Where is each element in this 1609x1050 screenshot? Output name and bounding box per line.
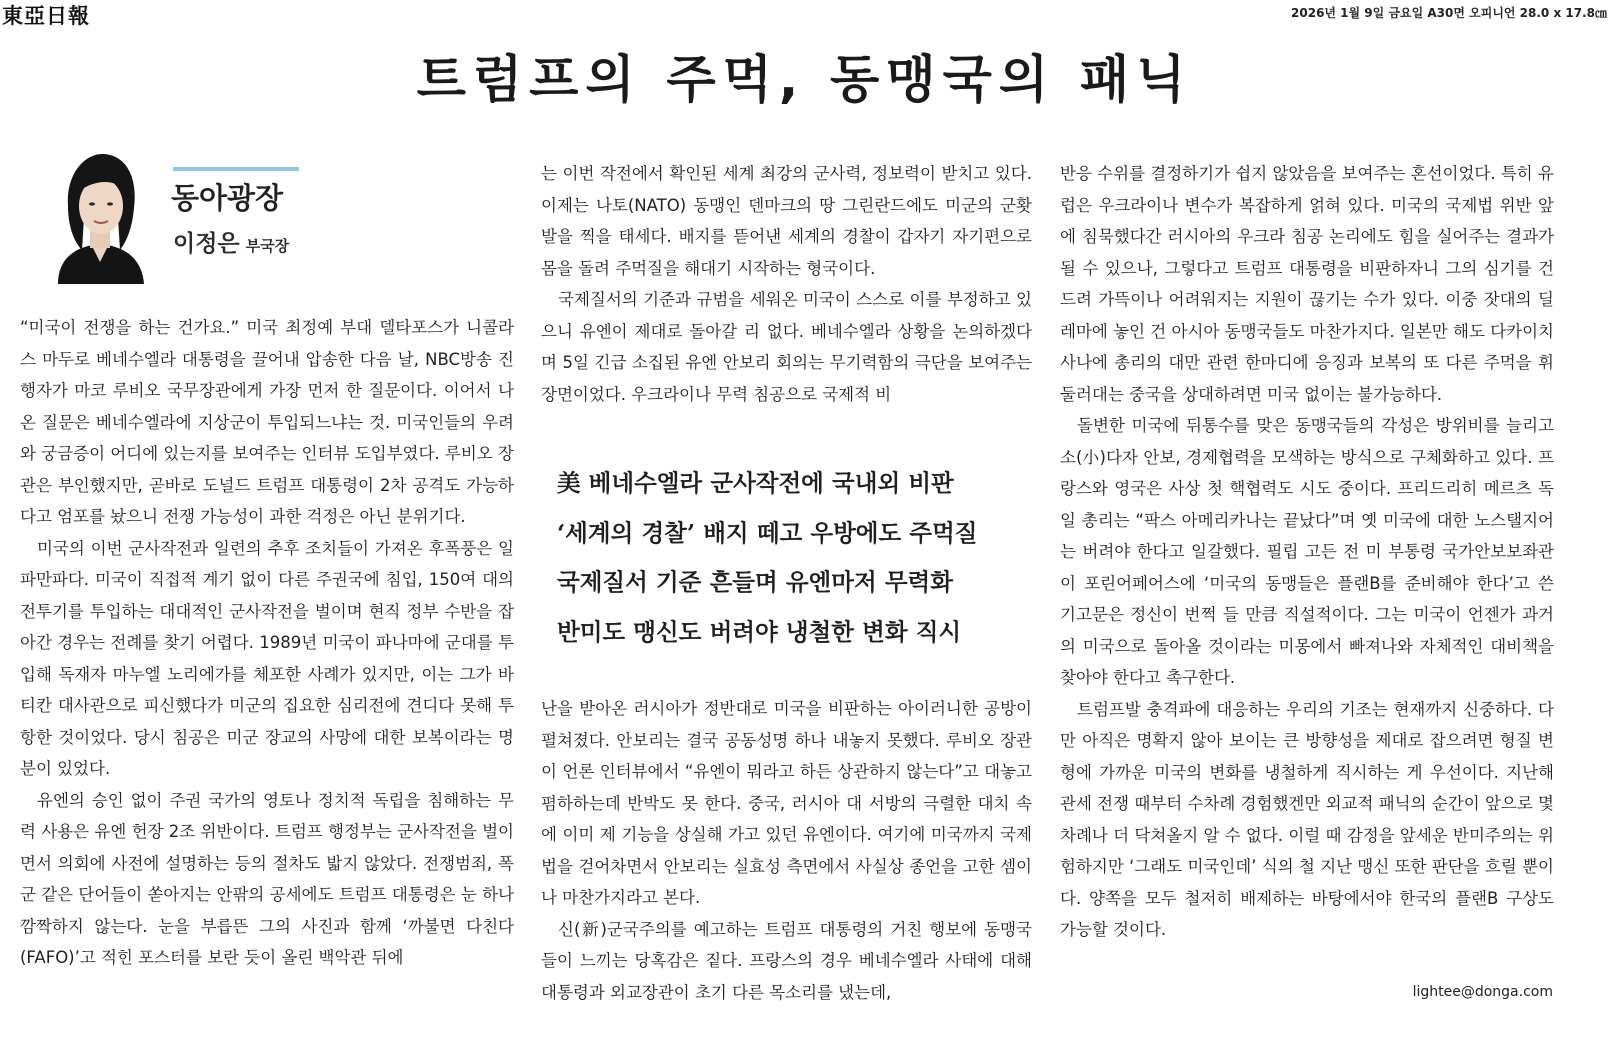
pull-quote-line: 국제질서 기준 흔들며 유엔마저 무력화: [557, 568, 953, 596]
pull-quote-line: ‘세계의 경찰’ 배지 떼고 우방에도 주먹질: [557, 518, 978, 547]
author-name: 이정은: [173, 231, 240, 257]
paragraph: 신(新)군국주의를 예고하는 트럼프 대통령의 거친 행보에 동맹국들이 느끼는 당혹감은 짙다. 프랑스의 경우 베네수엘라 사태에 대해 대통령과 외교장관이 초기 다른 목소리를 냈는데,: [541, 919, 1032, 1002]
column-title-rule: [173, 167, 299, 171]
headline: 트럼프의 주먹, 동맹국의 패닉: [416, 51, 1193, 110]
paragraph: 난을 받아온 러시아가 정반대로 미국을 비판하는 아이러니한 공방이 펼쳐졌다. 안보리는 결국 공동성명 하나 내놓지 못했다. 루비오 장관이 언론 인터뷰에서 “유엔이 뭐라고 하든 상관하지 않는다”고 대놓고 폄하하는데 반박도 못 한다. 중국, 러시아 대 서방의 극렬한 대치 속에 이미 제 기능을 상실해 가고 있던 유엔이다. 여기에 미국까지 국제법을 걷어차면서 안보리는 실효성 측면에서 사실상 종언을 고한 셈이나 마찬가지라고 본다.: [541, 699, 1032, 907]
pull-quote: [557, 459, 1037, 657]
column-name: 동아광장: [171, 181, 284, 215]
body-column-2-top: [541, 158, 1032, 410]
body-column-3: [1060, 158, 1554, 946]
paragraph: 돌변한 미국에 뒤통수를 맞은 동맹국들의 각성은 방위비를 늘리고 소(小)다자 안보, 경제협력을 모색하는 방식으로 구체화하고 있다. 프랑스와 영국은 사상 첫 핵협력도 시도 중이다. 프리드리히 메르츠 독일 총리는 “팍스 아메리카나는 끝났다”며 옛 미국에 대한 노스탤지어는 버려야 한다고 일갈했다. 필립 고든 전 미 부통령 국가안보보좌관이 포린어페어스에 ‘미국의 동맹들은 플랜B를 준비해야 한다’고 쓴 기고문은 정신이 번쩍 들 만큼 직설적이다. 그는 미국이 언젠가 과거의 미국으로 돌아올 것이라는 미몽에서 빠져나와 자체적인 대비책을 찾아야 한다고 촉구한다.: [1060, 416, 1554, 687]
paragraph: 미국의 이번 군사작전과 일련의 추후 조치들이 가져온 후폭풍은 일파만파다. 미국이 직접적 계기 없이 다른 주권국에 침입, 150여 대의 전투기를 투입하는 대대적인 군사작전을 벌이며 현직 정부 수반을 잡아간 경우는 전례를 찾기 어렵다. 1989년 미국이 파나마에 군대를 투입해 독재자 마누엘 노리에가를 체포한 사례가 있지만, 이는 그가 바티칸 대사관으로 피신했다가 미군의 집요한 심리전에 견디다 못해 투항한 것이었다. 당시 침공은 미군 장교의 사망에 대한 보복이라는 명분이 있었다.: [20, 538, 514, 778]
paragraph: “미국이 전쟁을 하는 건가요.” 미국 최정예 부대 델타포스가 니콜라스 마두로 베네수엘라 대통령을 끌어내 압송한 다음 날, NBC방송 진행자가 마코 루비오 국무장관에게 가장 먼저 한 질문이다. 이어서 나온 질문은 베네수엘라에 지상군이 투입되느냐는 것. 미국인들의 우려와 궁금증이 어디에 있는지를 보여주는 인터뷰 도입부였다. 루비오 장관은 부인했지만, 곧바로 도널드 트럼프 대통령이 2차 공격도 가능하다고 엄포를 놨으니 전쟁 가능성이 과한 걱정은 아닌 분위기다.: [20, 318, 514, 526]
body-column-1: [20, 312, 514, 974]
paragraph: 반응 수위를 결정하기가 쉽지 않았음을 보여주는 혼선이었다. 특히 유럽은 우크라이나 변수가 복잡하게 얽혀 있다. 미국의 국제법 위반 앞에 침묵했다간 러시아의 우크라 침공 논리에도 힘을 실어주는 결과가 될 수 있으나, 그렇다고 트럼프 대통령을 비판하자니 그의 심기를 건드려 가뜩이나 어려워지는 지원이 끊기는 수가 있다. 이중 잣대의 딜레마에 놓인 건 아시아 동맹국들도 마찬가지다. 일본만 해도 다카이치 사나에 총리의 대만 관련 한마디에 응징과 보복의 또 다른 주먹을 휘둘러대는 중국을 상대하려면 미국 없이는 불가능하다.: [1060, 164, 1554, 404]
pull-quote-line: 반미도 맹신도 버려야 냉철한 변화 직시: [557, 617, 962, 646]
masthead-logo: 東亞日報: [2, 3, 90, 28]
author-line: [173, 225, 289, 258]
paragraph: 트럼프발 충격파에 대응하는 우리의 기조는 현재까지 신중하다. 다만 아직은 명확지 않아 보이는 큰 방향성을 제대로 잡으려면 형질 변형에 가까운 미국의 변화를 냉철하게 직시하는 게 우선이다. 지난해 관세 전쟁 때부터 수차례 경험했겐만 외교적 패닉의 순간이 앞으로 몇 차례나 더 닥쳐올지 알 수 없다. 이럴 때 감정을 앞세운 반미주의는 위험하지만 ‘그래도 미국인데’ 식의 철 지난 맹신 또한 판단을 흐릴 뿐이다. 양쪽을 모두 철저히 배제하는 바탕에서야 한국의 플랜B 구상도 가능할 것이다.: [1060, 699, 1554, 939]
publication-info: 2026년 1월 9일 금요일 A30면 오피니언 28.0 x 17.8㎝: [1291, 6, 1607, 20]
body-column-2-bottom: [541, 693, 1032, 1008]
author-photo: [40, 146, 160, 284]
paragraph: 유엔의 승인 없이 주권 국가의 영토나 정치적 독립을 침해하는 무력 사용은 유엔 헌장 2조 위반이다. 트럼프 행정부는 군사작전을 벌이면서 의회에 사전에 설명하는 등의 절차도 밟지 않았다. 전쟁범죄, 폭군 같은 단어들이 쏟아지는 안팎의 공세에도 트럼프 대통령은 눈 하나 깜짝하지 않는다. 눈을 부릅뜬 그의 사진과 함께 ‘까불면 다친다(FAFO)’고 적힌 포스터를 보란 듯이 올린 백악관 뒤에: [20, 790, 514, 967]
paragraph: 는 이번 작전에서 확인된 세계 최강의 군사력, 정보력이 받치고 있다. 이제는 나토(NATO) 동맹인 덴마크의 땅 그린란드에도 미군의 군홧발을 찍을 태세다. 배지를 뜯어낸 세계의 경찰이 갑자기 자기편으로 몸을 돌려 주먹질을 해대기 시작하는 형국이다.: [541, 164, 1032, 278]
pull-quote-line: 美 베네수엘라 군사작전에 국내외 비판: [557, 469, 954, 497]
author-email: lightee@donga.com: [1412, 984, 1553, 1000]
paragraph: 국제질서의 기준과 규범을 세워온 미국이 스스로 이를 부정하고 있으니 유엔이 제대로 돌아갈 리 없다. 베네수엘라 상황을 논의하겠다며 5일 긴급 소집된 유엔 안보리 회의는 무기력함의 극단을 보여주는 장면이었다. 우크라이나 무력 침공으로 국제적 비: [541, 290, 1032, 404]
author-title: 부국장: [245, 237, 290, 255]
